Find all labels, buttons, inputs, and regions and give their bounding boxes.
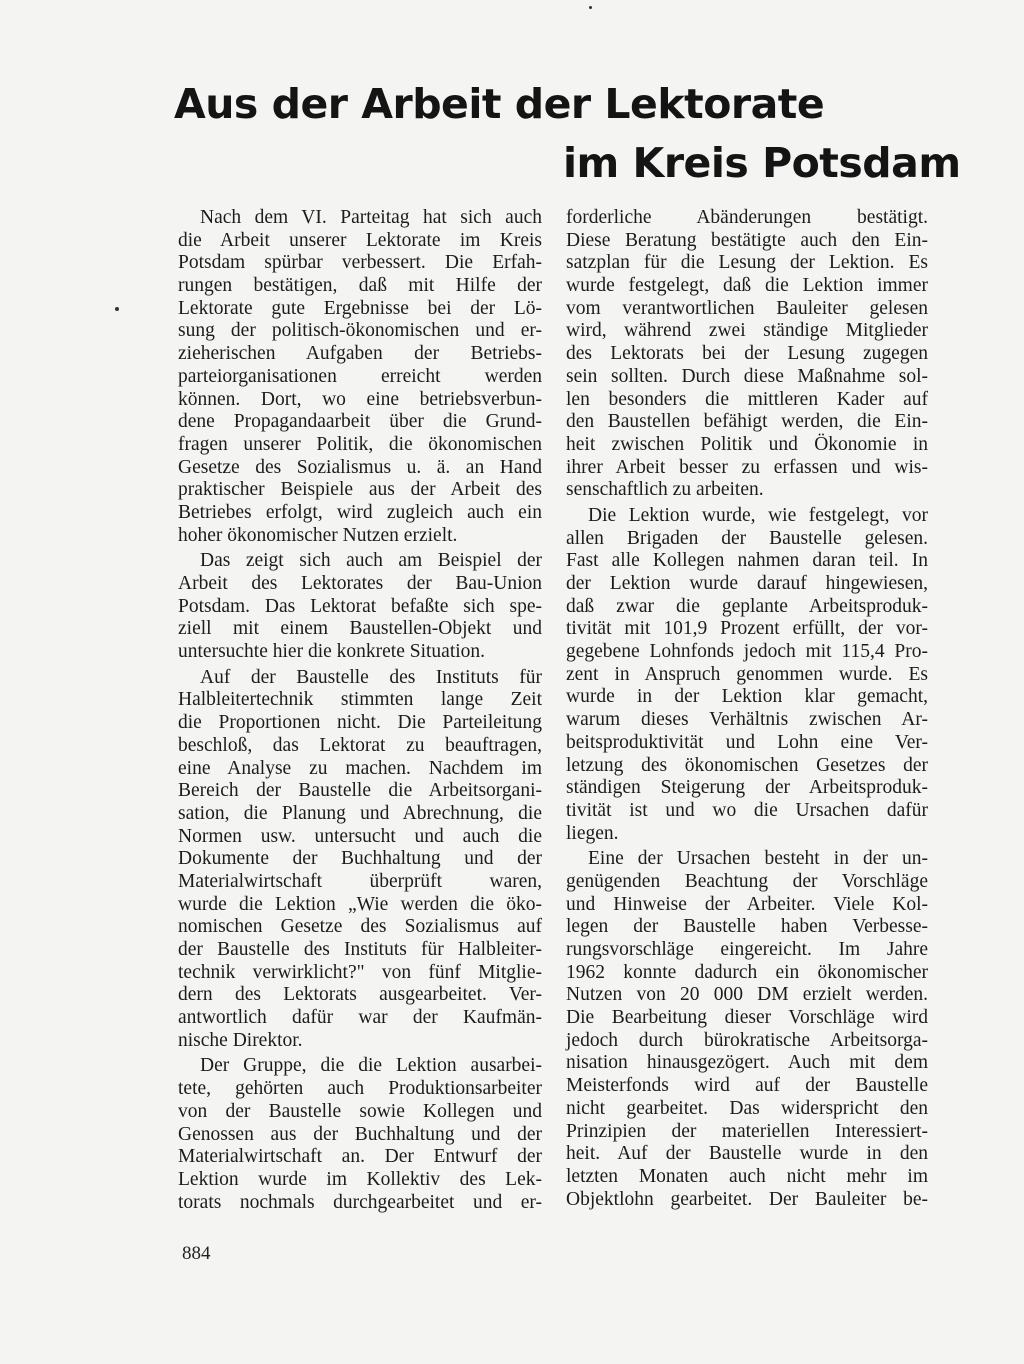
text-line: sein sollten. Durch diese Maßnahme sol- xyxy=(566,365,928,387)
text-line: tivität ist und wo die Ursachen dafür xyxy=(566,799,928,821)
text-line: dene Propagandaarbeit über die Grund- xyxy=(178,411,542,433)
paragraph xyxy=(566,505,928,845)
paragraph xyxy=(566,207,928,502)
text-line: praktischer Beispiele aus der Arbeit des xyxy=(178,479,542,501)
text-line: wird, während zwei ständige Mitglieder xyxy=(566,320,928,342)
text-line: genügenden Beachtung der Vorschläge xyxy=(566,870,928,892)
text-line: tivität mit 101,9 Prozent erfüllt, der vor- xyxy=(566,618,928,640)
paragraph xyxy=(566,848,928,1211)
text-line: beitsproduktivität und Lohn eine Ver- xyxy=(566,731,928,753)
text-line: torats nochmals durchgearbeitet und er- xyxy=(178,1191,542,1213)
text-line: Halbleitertechnik stimmten lange Zeit xyxy=(178,689,542,711)
text-line: Genossen aus der Buchhaltung und der xyxy=(178,1123,542,1145)
text-line: wurde die Lektion „Wie werden die öko- xyxy=(178,893,542,915)
text-line: nomischen Gesetze des Sozialismus auf xyxy=(178,916,542,938)
text-line: Das zeigt sich auch am Beispiel der xyxy=(200,550,542,572)
text-line: legen der Baustelle haben Verbesse- xyxy=(566,916,928,938)
page-number: 884 xyxy=(182,1243,211,1264)
text-column-right xyxy=(566,207,928,1211)
paragraph xyxy=(178,550,542,663)
text-line: sation, die Planung und Abrechnung, die xyxy=(178,802,542,824)
text-line: forderliche Abänderungen bestätigt. xyxy=(566,207,928,228)
text-line: den Baustellen befähigt werden, die Ein- xyxy=(566,411,928,433)
text-line: tete, gehörten auch Produktionsarbeiter xyxy=(178,1078,542,1100)
text-line: letzten Monaten auch nicht mehr im xyxy=(566,1165,928,1187)
text-line: sung der politisch-ökonomischen und er- xyxy=(178,320,542,342)
text-line: Materialwirtschaft an. Der Entwurf der xyxy=(178,1146,542,1168)
scan-speck xyxy=(115,307,119,311)
text-line: hoher ökonomischer Nutzen erzielt. xyxy=(178,524,458,546)
text-line: Auf der Baustelle des Instituts für xyxy=(200,666,542,688)
text-line: Bereich der Baustelle die Arbeitsorgani- xyxy=(178,780,542,802)
text-line: die Arbeit unserer Lektorate im Kreis xyxy=(178,229,542,251)
text-line: die Proportionen nicht. Die Parteileitung xyxy=(178,712,542,734)
text-line: Fast alle Kollegen nahmen daran teil. In xyxy=(566,550,928,572)
text-line: zent in Anspruch genommen wurde. Es xyxy=(566,663,928,685)
text-line: Lektion wurde im Kollektiv des Lek- xyxy=(178,1168,542,1190)
text-line: satzplan für die Lesung der Lektion. Es xyxy=(566,252,928,274)
text-line: rungen bestätigen, daß mit Hilfe der xyxy=(178,275,542,297)
text-line: heit zwischen Politik und Ökonomie in xyxy=(566,433,928,455)
text-line: Lektorate gute Ergebnisse bei der Lö- xyxy=(178,297,542,319)
text-line: daß zwar die geplante Arbeitsproduk- xyxy=(566,595,928,617)
text-line: warum dieses Verhältnis zwischen Ar- xyxy=(566,709,928,731)
text-line: Normen usw. untersucht und auch die xyxy=(178,825,542,847)
text-line: parteiorganisationen erreicht werden xyxy=(178,365,542,387)
text-line: gegebene Lohnfonds jedoch mit 115,4 Pro- xyxy=(566,641,928,663)
text-line: 1962 konnte dadurch ein ökonomischer xyxy=(566,961,928,983)
text-line: Eine der Ursachen besteht in der un- xyxy=(588,848,928,870)
text-line: vom verantwortlichen Bauleiter gelesen xyxy=(566,297,928,319)
text-line: technik verwirklicht?" von fünf Mitglie- xyxy=(178,961,542,983)
text-line: Prinzipien der materiellen Interessiert- xyxy=(566,1120,928,1142)
text-line: jedoch durch bürokratische Arbeitsorga- xyxy=(566,1029,928,1051)
text-line: Potsdam. Das Lektorat befaßte sich spe- xyxy=(178,595,542,617)
text-line: können. Dort, wo eine betriebsverbun- xyxy=(178,388,542,410)
text-line: wurde festgelegt, daß die Lektion immer xyxy=(566,275,928,297)
paragraph xyxy=(178,1055,542,1214)
text-line: Objektlohn gearbeitet. Der Bauleiter be- xyxy=(566,1188,928,1210)
text-line: Nach dem VI. Parteitag hat sich auch xyxy=(200,207,542,228)
article-title-line-1: Aus der Arbeit der Lektorate xyxy=(174,80,825,128)
text-line: Die Bearbeitung dieser Vorschläge wird xyxy=(566,1007,928,1029)
text-line: Gesetze des Sozialismus u. ä. an Hand xyxy=(178,456,542,478)
paragraph xyxy=(178,667,542,1053)
paragraph xyxy=(178,207,542,547)
text-line: nicht gearbeitet. Das widerspricht den xyxy=(566,1097,928,1119)
text-line: Meisterfonds wird auf der Baustelle xyxy=(566,1075,928,1097)
text-line: und Hinweise der Arbeiter. Viele Kol- xyxy=(566,893,928,915)
text-column-left xyxy=(178,207,542,1214)
text-line: liegen. xyxy=(566,822,619,844)
text-line: Dokumente der Buchhaltung und der xyxy=(178,848,542,870)
text-line: ziell mit einem Baustellen-Objekt und xyxy=(178,618,542,640)
text-line: von der Baustelle sowie Kollegen und xyxy=(178,1100,542,1122)
text-line: fragen unserer Politik, die ökonomischen xyxy=(178,433,542,455)
text-line: eine Analyse zu machen. Nachdem im xyxy=(178,757,542,779)
text-line: nisation hinausgezögert. Auch mit dem xyxy=(566,1052,928,1074)
text-line: zieherischen Aufgaben der Betriebs- xyxy=(178,343,542,365)
text-line: Materialwirtschaft überprüft waren, xyxy=(178,870,542,892)
text-line: Betriebes erfolgt, wird zugleich auch ein xyxy=(178,501,542,523)
text-line: letzung des ökonomischen Gesetzes der xyxy=(566,754,928,776)
text-line: Der Gruppe, die die Lektion ausarbei- xyxy=(200,1055,542,1077)
scan-speck xyxy=(589,6,592,9)
text-line: Nutzen von 20 000 DM erzielt werden. xyxy=(566,984,928,1006)
text-line: ständigen Steigerung der Arbeitsproduk- xyxy=(566,777,928,799)
text-line: der Lektion wurde darauf hingewiesen, xyxy=(566,573,928,594)
article-title-line-2: im Kreis Potsdam xyxy=(563,139,961,187)
text-line: Potsdam spürbar verbessert. Die Erfah- xyxy=(178,252,542,274)
text-line: Diese Beratung bestätigte auch den Ein- xyxy=(566,229,928,251)
text-line: wurde in der Lektion klar gemacht, xyxy=(566,686,928,708)
text-line: dern des Lektorats ausgearbeitet. Ver- xyxy=(178,984,542,1006)
text-line: Die Lektion wurde, wie festgelegt, vor xyxy=(588,504,928,526)
text-line: beschloß, das Lektorat zu beauftragen, xyxy=(178,734,542,756)
text-line: rungsvorschläge eingereicht. Im Jahre xyxy=(566,939,928,960)
text-line: antwortlich dafür war der Kaufmän- xyxy=(178,1007,542,1029)
text-line: senschaftlich zu arbeiten. xyxy=(566,479,764,501)
text-line: untersuchte hier die konkrete Situation. xyxy=(178,641,486,663)
text-line: allen Brigaden der Baustelle gelesen. xyxy=(566,527,928,549)
text-line: nische Direktor. xyxy=(178,1029,303,1051)
text-line: Arbeit des Lektorates der Bau-Union xyxy=(178,573,542,594)
text-line: len besonders die mittleren Kader auf xyxy=(566,388,928,410)
text-line: heit. Auf der Baustelle wurde in den xyxy=(566,1143,928,1165)
text-line: ihrer Arbeit besser zu erfassen und wis- xyxy=(566,456,928,478)
text-line: des Lektorats bei der Lesung zugegen xyxy=(566,343,928,365)
text-line: der Baustelle des Instituts für Halbleiter- xyxy=(178,939,542,960)
